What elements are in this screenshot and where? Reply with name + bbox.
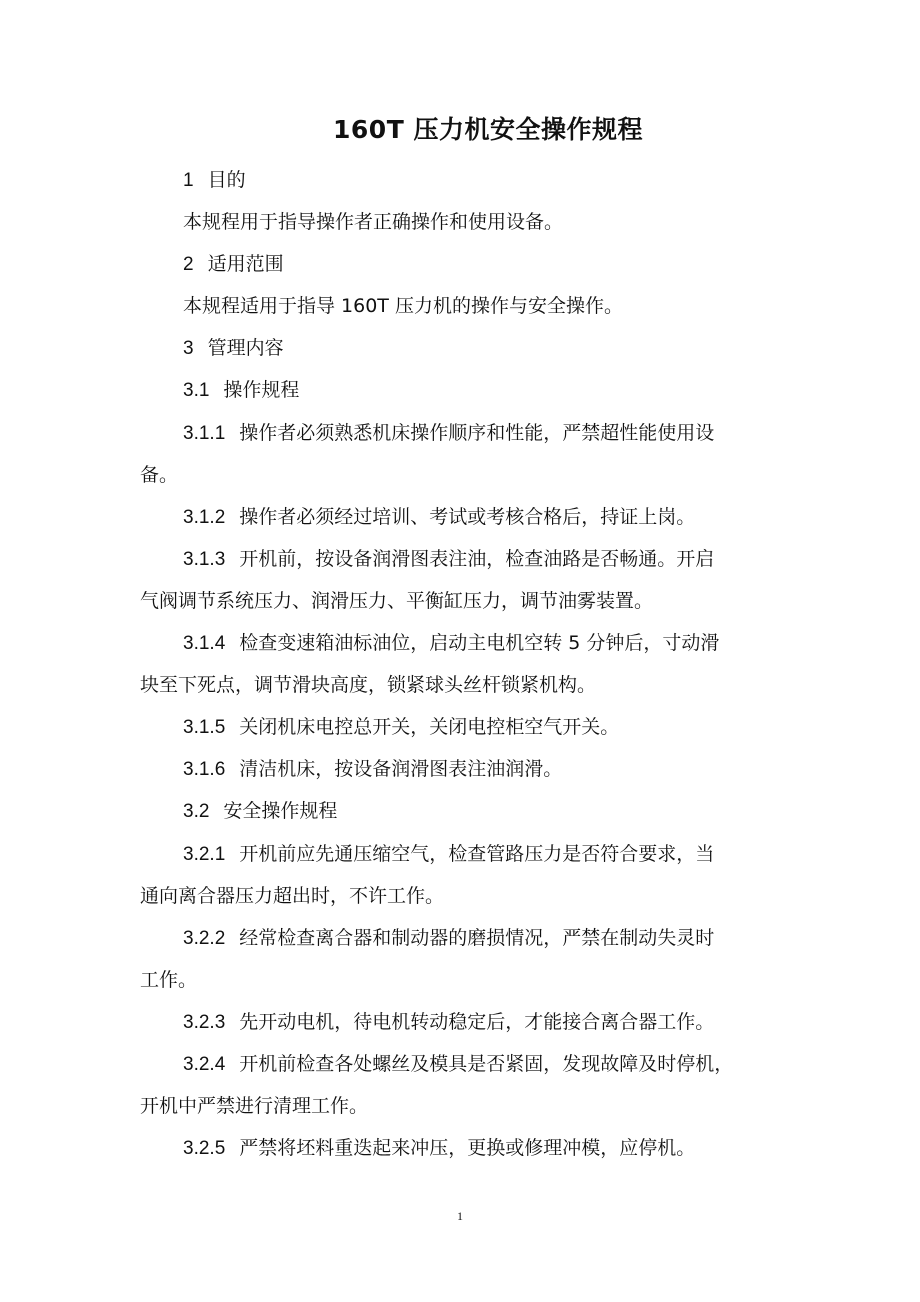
clause-text: 开机中严禁进行清理工作。 — [140, 1095, 369, 1117]
clause-text: 备。 — [140, 464, 179, 486]
section-text: 目的 — [207, 169, 246, 191]
clause — [183, 755, 562, 784]
clause-text: 先开动电机，待电机转动稳定后，才能接合离合器工作。 — [239, 1011, 715, 1033]
section-number: 1 — [183, 170, 194, 191]
clause-text: 开机前，按设备润滑图表注油，检查油路是否畅通。开启 — [239, 548, 715, 570]
clause-text: 开机前检查各处螺丝及模具是否紧固，发现故障及时停机， — [239, 1053, 734, 1075]
clause-number: 3.1.1 — [183, 423, 226, 444]
paragraph — [183, 208, 563, 236]
clause-continuation — [140, 882, 444, 910]
section-heading — [183, 166, 246, 195]
clause-number: 3.1.4 — [183, 633, 226, 654]
section-heading — [183, 376, 299, 405]
clause — [183, 1134, 695, 1163]
clause-text: 通向离合器压力超出时，不许工作。 — [140, 885, 445, 907]
clause-text: 气阀调节系统压力、润滑压力、平衡缸压力，调节油雾装置。 — [140, 590, 654, 612]
clause-number: 3.2.4 — [183, 1054, 226, 1075]
clause-text: 工作。 — [140, 969, 198, 991]
clause-continuation — [140, 587, 653, 615]
clause-number: 3.2.2 — [183, 928, 226, 949]
section-text: 操作规程 — [223, 379, 300, 401]
paragraph-text: 本规程适用于指导 160T 压力机的操作与安全操作。 — [183, 295, 623, 317]
section-text: 适用范围 — [207, 253, 284, 275]
section-text: 安全操作规程 — [223, 800, 338, 822]
section-heading — [183, 250, 284, 279]
clause-continuation — [140, 966, 197, 994]
clause — [183, 545, 714, 574]
clause — [183, 503, 695, 532]
clause-text: 操作者必须经过培训、考试或考核合格后，持证上岗。 — [239, 506, 696, 528]
clause-text: 关闭机床电控总开关，关闭电控柜空气开关。 — [239, 716, 620, 738]
clause-text: 操作者必须熟悉机床操作顺序和性能，严禁超性能使用设 — [239, 422, 715, 444]
clause-number: 3.2.3 — [183, 1012, 226, 1033]
clause-number: 3.1.2 — [183, 507, 226, 528]
clause-text: 严禁将坯料重迭起来冲压，更换或修理冲模，应停机。 — [239, 1137, 696, 1159]
paragraph — [183, 292, 623, 320]
clause-text: 开机前应先通压缩空气，检查管路压力是否符合要求，当 — [239, 843, 715, 865]
clause — [183, 840, 714, 869]
clause-continuation — [140, 671, 596, 699]
page-number: 1 — [457, 1209, 463, 1223]
clause — [183, 924, 714, 953]
clause-number: 3.2.5 — [183, 1138, 226, 1159]
section-number: 3 — [183, 338, 194, 359]
section-heading — [183, 334, 284, 363]
clause-continuation — [140, 461, 178, 489]
clause — [183, 1008, 714, 1037]
section-number: 2 — [183, 254, 194, 275]
clause — [183, 1050, 733, 1079]
section-number: 3.2 — [183, 801, 210, 822]
clause — [183, 713, 619, 742]
clause-number: 3.1.6 — [183, 759, 226, 780]
clause — [183, 419, 714, 448]
clause-text: 检查变速箱油标油位，启动主电机空转 5 分钟后，寸动滑 — [239, 632, 720, 654]
clause-text: 块至下死点，调节滑块高度，锁紧球头丝杆锁紧机构。 — [140, 674, 597, 696]
section-number: 3.1 — [183, 380, 210, 401]
clause-text: 清洁机床，按设备润滑图表注油润滑。 — [239, 758, 563, 780]
section-heading — [183, 797, 337, 826]
section-text: 管理内容 — [207, 337, 284, 359]
paragraph-text: 本规程用于指导操作者正确操作和使用设备。 — [183, 211, 564, 233]
clause-continuation — [140, 1092, 368, 1120]
clause-number: 3.1.3 — [183, 549, 226, 570]
document-title: 160T 压力机安全操作规程 — [333, 115, 643, 144]
clause-number: 3.1.5 — [183, 717, 226, 738]
clause-number: 3.2.1 — [183, 844, 226, 865]
clause-text: 经常检查离合器和制动器的磨损情况，严禁在制动失灵时 — [239, 927, 715, 949]
clause — [183, 629, 719, 658]
